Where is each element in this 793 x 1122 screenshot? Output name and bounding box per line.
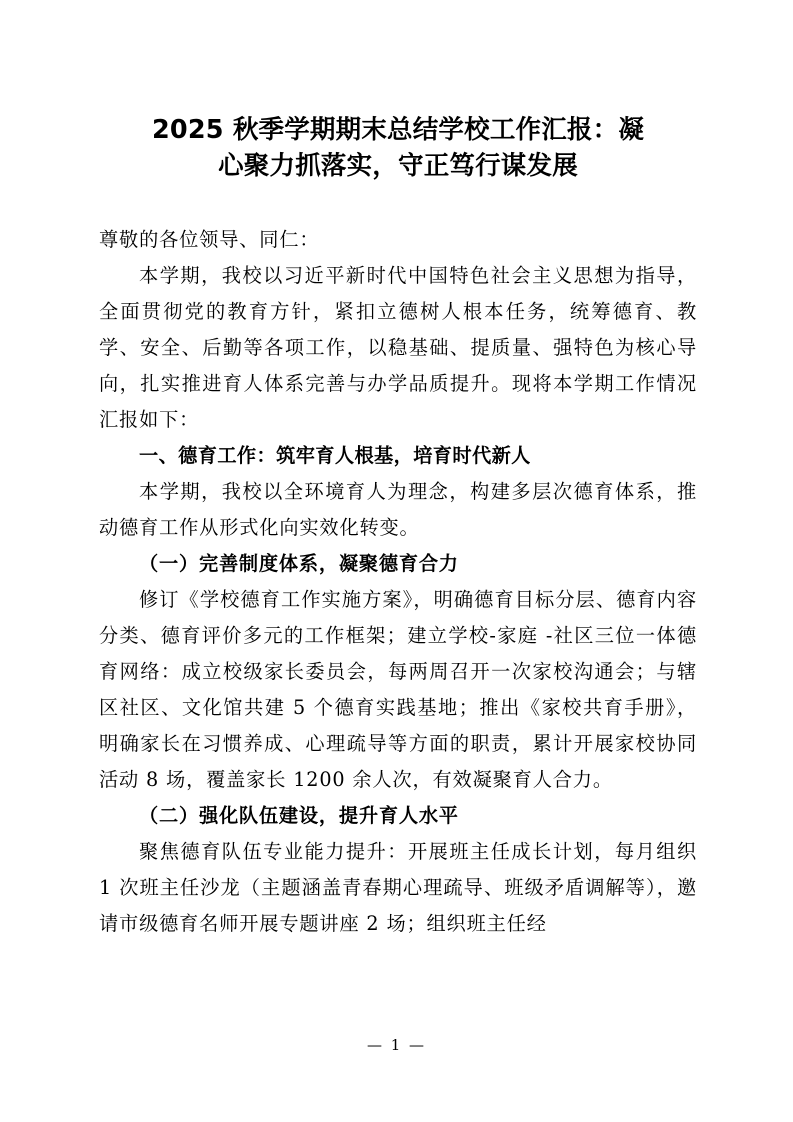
subsection-1-1-body: 修订《学校德育工作实施方案》，明确德育目标分层、德育内容分类、德育评价多元的工作框架；建立学校-家庭 -社区三位一体德育网络：成立校级家长委员会，每两周召开一次家校沟通会；与辖区社区、文化馆共建 5 个德育实践基地；推出《家校共育手册》，明确家长在习惯养成、心理疏导等方面的职责，累计开展家校协同活动 8 场，覆盖家长 1200 余人次，有效凝聚育人合力。 [99, 588, 697, 791]
section-1-heading: 一、德育工作：筑牢育人根基，培育时代新人 [139, 444, 531, 467]
intro-paragraph: 本学期，我校以习近平新时代中国特色社会主义思想为指导，全面贯彻党的教育方针，紧扣立德树人根本任务，统筹德育、教学、安全、后勤等各项工作，以稳基础、提质量、强特色为核心导向，扎实推进育人体系完善与办学品质提升。现将本学期工作情况汇报如下： [99, 264, 697, 431]
document-body [99, 0, 697, 942]
section-1-intro: 本学期，我校以全环境育人为理念，构建多层次德育体系，推动德育工作从形式化向实效化转变。 [99, 480, 697, 539]
subsection-1-1-heading: （一）完善制度体系，凝聚德育合力 [139, 552, 459, 575]
salutation: 尊敬的各位领导、同仁： [99, 228, 320, 251]
subsection-1-2-body: 聚焦德育队伍专业能力提升：开展班主任成长计划，每月组织 1 次班主任沙龙（主题涵盖青春期心理疏导、班级矛盾调解等），邀请市级德育名师开展专题讲座 2 场；组织班主任经 [99, 840, 697, 935]
page-title [99, 0, 697, 184]
subsection-1-2-heading: （二）强化队伍建设，提升育人水平 [139, 804, 459, 827]
page-title-line-2: 心聚力抓落实，守正笃行谋发展 [218, 151, 578, 181]
page-title-line-1: 2025 秋季学期期末总结学校工作汇报：凝 [151, 115, 645, 145]
page-number: — 1 — [366, 1036, 427, 1054]
